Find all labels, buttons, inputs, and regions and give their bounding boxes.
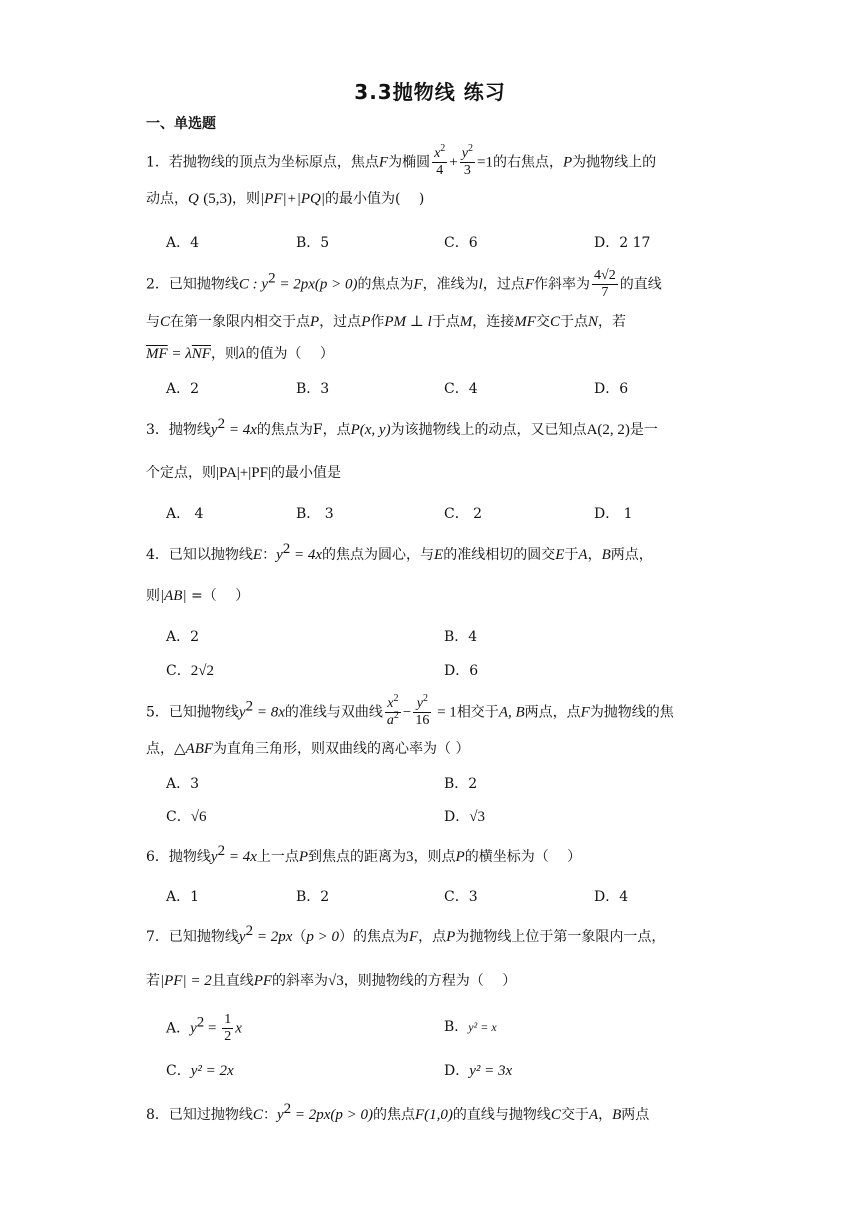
q4-option-d: D．6 [444,663,479,679]
q4-option-b: B．4 [444,629,478,645]
q1-option-d: D．2 17 [594,235,651,251]
q5-option-d: D．√3 [444,809,485,825]
fraction-y2-over-16: $\frac{y^2}{16}$ [415,693,430,729]
q4-line-2: 则|AB| =（ ） [146,588,250,604]
q3-option-b: B． 3 [296,506,334,522]
q1-option-c: C．6 [444,235,478,251]
q7-option-b: B．y² = x [444,1019,497,1035]
page-title: 3.3抛物线 练习 [354,80,506,104]
q1-option-a: A．4 [166,235,200,251]
q2-option-b: B．3 [296,381,330,397]
q2-line-3: $\overline{MF} = \lambda\overline{NF}$，则λ的值为（ ） [146,346,334,362]
fraction-slope: $\frac{4√2}{7}$ [594,268,616,301]
q5-line-2: 点，△ABF为直角三角形，则双曲线的离心率为（ ） [146,741,470,757]
q6-line-1: 6．抛物线$y^2 = 4x$上一点P到焦点的距离为3，则点P的横坐标为（ ） [146,843,582,865]
fraction-x2-over-4: $\frac{x^2}{4}$ [434,143,446,179]
q2-line-2: 与C在第一象限内相交于点P，过点P作PM ⊥ l于点M，连接MF交C于点N，若 [146,314,626,330]
q6-option-a: A．1 [166,889,200,905]
q2-option-a: A．2 [166,381,200,397]
q7-line-2: 若|PF| = 2且直线PF的斜率为√3，则抛物线的方程为（ ） [146,973,517,989]
q5-option-c: C．√6 [166,809,207,825]
fraction-x2-over-a2: $\frac{x^2}{a^2}$ [386,693,399,729]
q3-option-a: A． 4 [166,506,204,522]
q5-option-a: A．3 [166,776,200,792]
q3-option-d: D． 1 [594,506,633,522]
q1-line-1: 1．若抛物线的顶点为坐标原点，焦点F为椭圆 $\frac{x^2}{4}$ + $\frac{y^2}{3}$ =1的右焦点，P为抛物线上的 [146,143,657,179]
q3-line-1: 3．抛物线$y^2 = 4x$的焦点为F，点P(x, y)为该抛物线上的动点，又已知点A(2, 2)是一 [146,416,658,438]
q7-option-c: C．y² = 2x [166,1063,234,1079]
q2-option-c: C．4 [444,381,478,397]
q6-option-b: B．2 [296,889,330,905]
q8-line-1: 8．已知过抛物线C：$y^2 = 2px(p > 0)$的焦点F(1,0)的直线与抛物线C交于A，B两点 [146,1101,650,1123]
q4-option-c: C．2√2 [166,663,214,679]
q1-line-2: 动点，Q (5,3)，则|PF|+|PQ|的最小值为( ) [146,191,425,207]
q2-option-d: D．6 [594,381,629,397]
q7-line-1: 7．已知抛物线$y^2 = 2px(p > 0)$的焦点为F，点P为抛物线上位于第一象限内一点， [146,923,666,945]
q7-option-a: A．$y^2$ = $\frac{1}{2}$ x [166,1012,242,1045]
q3-line-2: 个定点，则|PA|+|PF|的最小值是 [146,465,341,481]
q7-option-d: D．y² = 3x [444,1063,513,1079]
q6-option-d: D．4 [594,889,629,905]
q5-option-b: B．2 [444,776,478,792]
fraction-y2-over-3: $\frac{y^2}{3}$ [461,143,473,179]
q4-option-a: A．2 [166,629,200,645]
q2-line-1: 2．已知抛物线C : $y^2 = 2px(p > 0)$的焦点为F，准线为l，过点F作斜率为 $\frac{4√2}{7}$ 的直线 [146,268,662,301]
q5-line-1: 5．已知抛物线$y^2 = 8x$的准线与双曲线 $\frac{x^2}{a^2}$ − $\frac{y^2}{16}$ = 1相交于A, B两点，点F为抛物线的焦 [146,693,674,729]
section-heading: 一、单选题 [146,116,216,132]
fraction-one-half: $\frac{1}{2}$ [224,1012,232,1045]
q3-option-c: C． 2 [444,506,483,522]
q1-option-b: B．5 [296,235,330,251]
q6-option-c: C．3 [444,889,478,905]
q4-line-1: 4．已知以抛物线E：$y^2 = 4x$的焦点为圆心，与E的准线相切的圆交E于A，B两点， [146,541,653,563]
